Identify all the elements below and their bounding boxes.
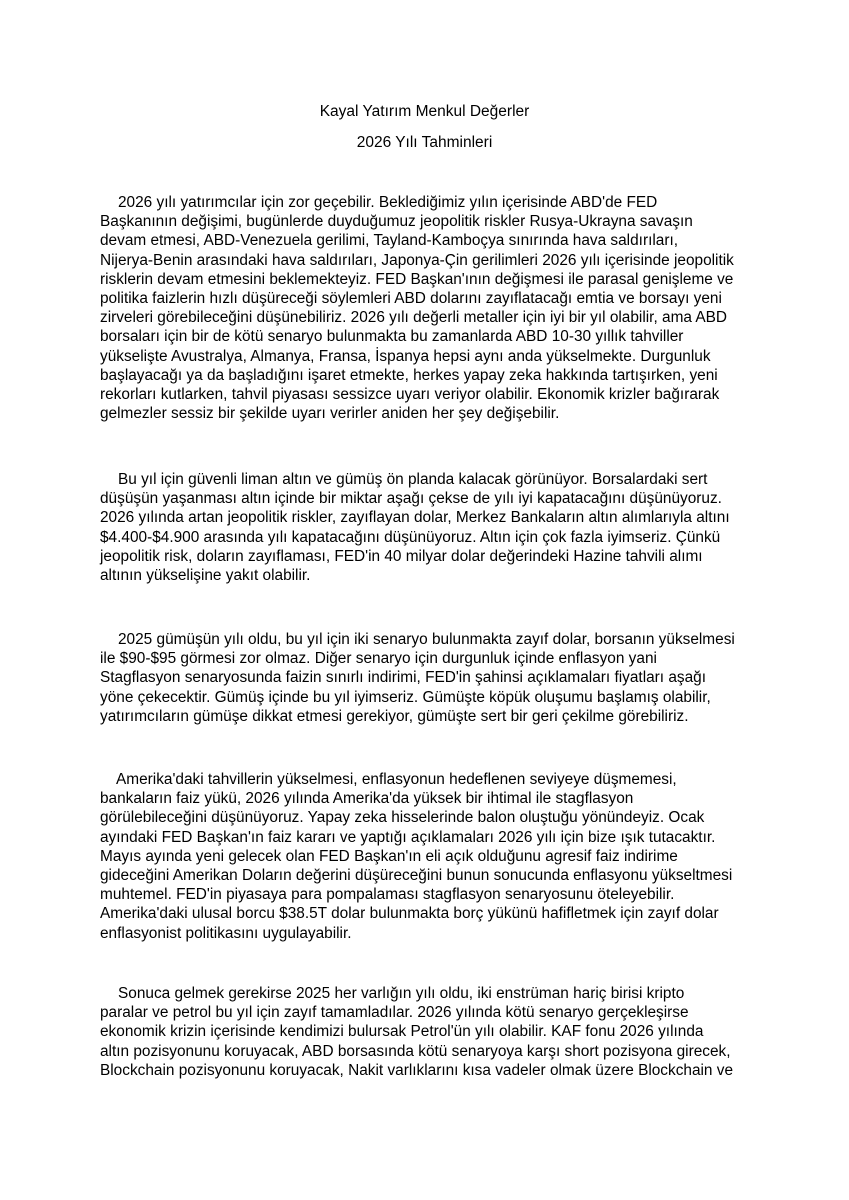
paragraph-line: ile $90-$95 görmesi zor olmaz. Diğer senaryo için durgunluk içinde enflasyon yani (100, 650, 657, 668)
paragraph-line: jeopolitik risk, doların zayıflaması, FED'in 40 milyar dolar değerindeki Hazine tahvili alımı (100, 547, 703, 565)
paragraph-line: 2026 yılında artan jeopolitik riskler, zayıflayan dolar, Merkez Bankaların altın alımlarıyla altını (100, 509, 730, 527)
paragraph-line: Blockchain pozisyonunu koruyacak, Nakit varlıklarını kısa vadeler olmak üzere Blockchain ve (100, 1061, 734, 1079)
paragraph-line: Amerika'daki tahvillerin yükselmesi, enflasyonun hedeflenen seviyeye düşmemesi, (116, 771, 677, 788)
paragraph (100, 630, 765, 726)
paragraph-line: ekonomik krizin içerisinde kendimizi bulursak Petrol'ün yılı olabilir. KAF fonu 2026 yılında (100, 1023, 704, 1041)
paragraph (100, 193, 765, 423)
paragraph-line: Mayıs ayında yeni gelecek olan FED Başkan'ın eli açık olduğunu agresif faiz indirime (100, 847, 678, 865)
paragraph-line: enflasyonist politikasını uygulayabilir. (100, 924, 352, 942)
paragraph-line: düşüşün yaşanması altın içinde bir miktar aşağı çekse de yılı iyi kapatacağını düşünüyoruz. (100, 490, 722, 508)
paragraph-line: $4.400-$4.900 arasında yılı kapatacağını düşünüyoruz. Altın için çok fazla iyimseriz. Çünkü (100, 528, 721, 546)
paragraph-line: Stagflasyon senaryosunda faizin sınırlı indirimi, FED'in şahinsi açıklamaları fiyatları aşağı (100, 669, 706, 687)
paragraph-line: altının yükselişine yakıt olabilir. (100, 567, 311, 585)
paragraph-line: Bu yıl için güvenli liman altın ve gümüş ön planda kalacak görünüyor. Borsalardaki sert (118, 471, 708, 488)
paragraph-line: borsaları için bir de kötü senaryo bulunmakta bu zamanlarda ABD 10-30 yıllık tahviller (100, 328, 684, 346)
paragraph-line: görülebileceğini düşünüyoruz. Yapay zeka hisselerinde balon oluştuğu yönündeyiz. Ocak (100, 809, 705, 827)
paragraph-line: yükselişte Avustralya, Almanya, Fransa, İspanya hepsi aynı anda yükselmekte. Durgunluk (100, 347, 711, 365)
paragraph-line: rekorları kutlarken, tahvil piyasası sessizce uyarı veriyor olabilir. Ekonomik krizler bağırarak (100, 386, 720, 404)
paragraph-line: paralar ve petrol bu yıl için zayıf tamamladılar. 2026 yılında kötü senaryo gerçekleşirse (100, 1004, 689, 1022)
paragraph-line: altın pozisyonunu koruyacak, ABD borsasında kötü senaryoya karşı short pozisyona girecek, (100, 1042, 731, 1060)
paragraph (100, 470, 765, 585)
paragraph-line: devam etmesi, ABD-Venezuela gerilimi, Tayland-Kamboçya sınırında hava saldırıları, (100, 232, 678, 250)
paragraph-line: 2026 yılı yatırımcılar için zor geçebilir. Beklediğimiz yılın içerisinde ABD'de FED (118, 194, 658, 211)
paragraph-line: zirveleri görebileceğini düşünebiliriz. 2026 yılı değerli metaller için iyi bir yıl olabilir, ama ABD (100, 309, 728, 327)
paragraph-line: politika faizlerin hızlı düşüreceği söylemleri ABD dolarını zayıflatacağı emtia ve borsayı yeni (100, 290, 722, 308)
paragraph-line: yatırımcıların gümüşe dikkat etmesi gerekiyor, gümüşte sert bir geri çekilme görebiliriz. (100, 707, 689, 725)
paragraph-line: bankaların faiz yükü, 2026 yılında Amerika'da yüksek bir ihtimal ile stagflasyon (100, 790, 634, 808)
paragraph-line: yöne çekecektir. Gümüş içinde bu yıl iyimseriz. Gümüşte köpük oluşumu başlamış olabilir, (100, 688, 711, 706)
paragraph-line: Amerika'daki ulusal borcu $38.5T dolar bulunmakta borç yükünü hafifletmek için zayıf dolar (100, 905, 719, 923)
paragraph (100, 770, 765, 943)
document-title: Kayal Yatırım Menkul Değerler (319, 103, 530, 120)
paragraph-line: Nijerya-Benin arasındaki hava saldırıları, Japonya-Çin gerilimleri 2026 yılı içerisinde jeopolitik (100, 251, 734, 269)
paragraph-line: gideceğini Amerikan Doların değerini düşüreceğini bunun sonucunda enflasyonu yükseltmesi (100, 867, 733, 885)
paragraph-line: ayındaki FED Başkan'ın faiz kararı ve yaptığı açıklamaları 2026 yılı için bize ışık tutacaktır. (100, 828, 716, 846)
paragraph (100, 984, 765, 1080)
paragraph-line: Sonuca gelmek gerekirse 2025 her varlığın yılı oldu, iki enstrüman hariç birisi kripto (118, 985, 685, 1002)
paragraph-line: risklerin devam etmesini beklemekteyiz. FED Başkan'ının değişmesi ile parasal genişleme ve (100, 270, 734, 288)
paragraph-line: Başkanının değişimi, bugünlerde duyduğumuz jeopolitik riskler Rusya-Ukrayna savaşın (100, 213, 693, 231)
document-subtitle: 2026 Yılı Tahminleri (356, 134, 493, 151)
paragraph-line: muhtemel. FED'in piyasaya para pompalaması stagflasyon senaryosunu öteleyebilir. (100, 886, 675, 904)
paragraph-line: başlayacağı ya da başladığını işaret etmekte, herkes yapay zeka hakkında tartışırken, yeni (100, 366, 718, 384)
paragraph-line: 2025 gümüşün yılı oldu, bu yıl için iki senaryo bulunmakta zayıf dolar, borsanın yükselmesi (118, 631, 735, 648)
paragraph-line: gelmezler sessiz bir şekilde uyarı verirler aniden her şey değişebilir. (100, 405, 560, 423)
